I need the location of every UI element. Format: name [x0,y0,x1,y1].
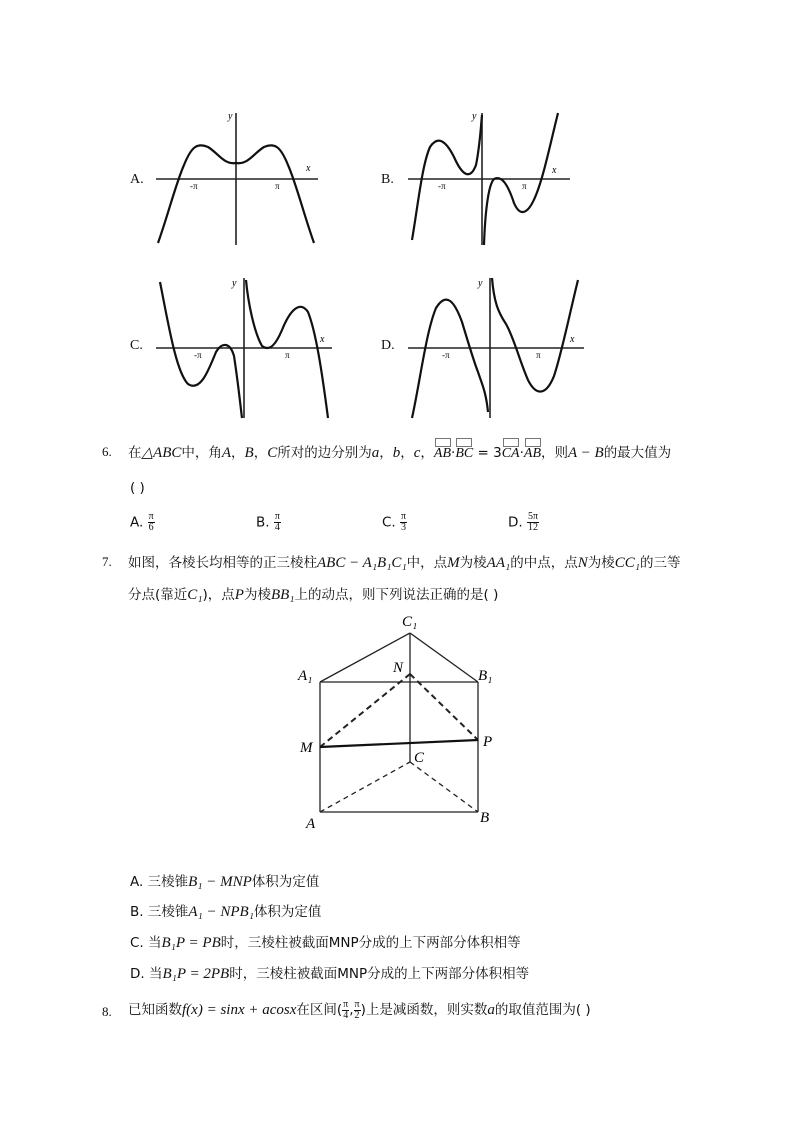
q6-expr: A − B [568,445,604,461]
q6-side-a: a [371,445,380,461]
q6-coef: 3 [493,445,502,461]
q6-option-c-frac: $\frac{\pi}{3}$ [401,511,407,533]
q6-angle-c: C [267,445,278,461]
q6-vector-ab-2: AB [524,440,541,462]
q6-stem-mid2: 所对的边分别为 [277,445,372,461]
graph-a-pi: π [275,181,280,191]
q7-line1: 如图，各棱长均相等的正三棱柱ABC − A₁B₁C₁中，点M为棱AA₁的中点，点N为棱CC₁的三等 [128,555,681,571]
graph-c-pi: π [285,350,290,360]
q8-frac-1: $\frac{\pi}{4}$ [343,998,349,1021]
graph-d-curve-left [412,300,488,418]
q6-stem-pre: 在 [128,445,142,461]
graph-d-curve-right [492,278,578,392]
graph-d [402,272,592,422]
q6-vector-ab: AB [434,440,451,462]
q7-option-d[interactable]: D. 当B₁P = 2PB时，三棱柱被截面MNP分成的上下两部分体积相等 [130,966,530,982]
q7-option-c[interactable]: C. 当B₁P = PB时，三棱柱被截面MNP分成的上下两部分体积相等 [130,935,521,951]
q6-option-d[interactable]: D. $\frac{5\pi}{12}$ [508,511,539,533]
q6-stem-mid1: 中，角 [181,445,222,461]
label-c: C [414,750,425,766]
q6-side-c: c [413,445,421,461]
label-b: B [480,810,490,826]
q7-number: 7. [102,554,112,569]
prism-figure [296,606,506,836]
graph-a-label: A. [130,172,144,187]
graph-b-label: B. [381,172,394,187]
graph-d-y-label: y [478,278,483,289]
label-n: N [393,660,404,676]
label-m: M [300,740,313,756]
graph-d-neg-pi: -π [442,350,450,360]
q7-line2: 分点(靠近C₁)，点P为棱BB₁上的动点，则下列说法正确的是( ) [128,587,499,603]
q7-option-b[interactable]: B. 三棱锥A₁ − NPB₁体积为定值 [130,904,322,920]
graph-b-neg-pi: -π [438,181,446,191]
graph-c-curve-right [246,280,328,418]
q7-option-a[interactable]: A. 三棱锥B₁ − MNP体积为定值 [130,874,320,890]
q6-option-b[interactable]: B. $\frac{\pi}{4}$ [256,511,280,533]
graph-a [150,105,325,250]
q8-frac-2: $\frac{\pi}{2}$ [354,998,360,1021]
graph-a-neg-pi: -π [190,181,198,191]
graph-c-label: C. [130,338,143,353]
q6-side-b: b [392,445,401,461]
q6-stem-end: 的最大值为 [603,445,672,461]
label-a1: A₁ [298,668,313,684]
q6-vector-ca: CA [502,440,520,462]
q6-number: 6. [102,444,112,459]
graph-b-pi: π [522,181,527,191]
label-b1: B₁ [478,668,493,684]
q6-option-a[interactable]: A. $\frac{\pi}{6}$ [130,511,154,533]
q6-option-c[interactable]: C. $\frac{\pi}{3}$ [382,511,407,533]
q6-paren: ( ) [130,480,145,496]
graph-a-y-label: y [228,111,233,122]
label-p: P [483,734,493,750]
graph-c-neg-pi: -π [194,350,202,360]
graph-c [150,272,340,422]
q8-number: 8. [102,1004,112,1019]
graph-b-x-label: x [552,165,557,176]
q6-stem-end-pre: ，则 [541,445,568,461]
q6-stem: 在△ABC中，角A，B，C所对的边分别为a，b，c， AB· BC = 3 CA· AB，则A − B的最大值为 [128,440,671,462]
q6-vector-bc: BC [455,440,473,462]
graph-b [402,105,577,250]
q6-option-d-frac: $\frac{5\pi}{12}$ [527,511,539,533]
label-a: A [306,816,316,832]
graph-a-x-label: x [306,163,311,174]
graph-b-curve-left [412,115,482,240]
graph-c-x-label: x [320,334,325,345]
graph-d-pi: π [536,350,541,360]
label-c1: C₁ [402,614,418,630]
graph-d-x-label: x [570,334,575,345]
graph-d-label: D. [381,338,395,353]
q6-angle-b: B [244,445,254,461]
graph-c-y-label: y [232,278,237,289]
q6-option-b-frac: $\frac{\pi}{4}$ [274,511,280,533]
q8-stem: 已知函数f(x) = sinx + acosx在区间( $\frac{\pi}{4}$ , $\frac{\pi}{2}$ )上是减函数，则实数a的取值范围为( ) [128,998,591,1021]
q6-option-a-frac: $\frac{\pi}{6}$ [148,511,154,533]
q6-angle-a: A [221,445,232,461]
q6-triangle: △ABC [141,445,182,461]
graph-b-y-label: y [472,111,477,122]
